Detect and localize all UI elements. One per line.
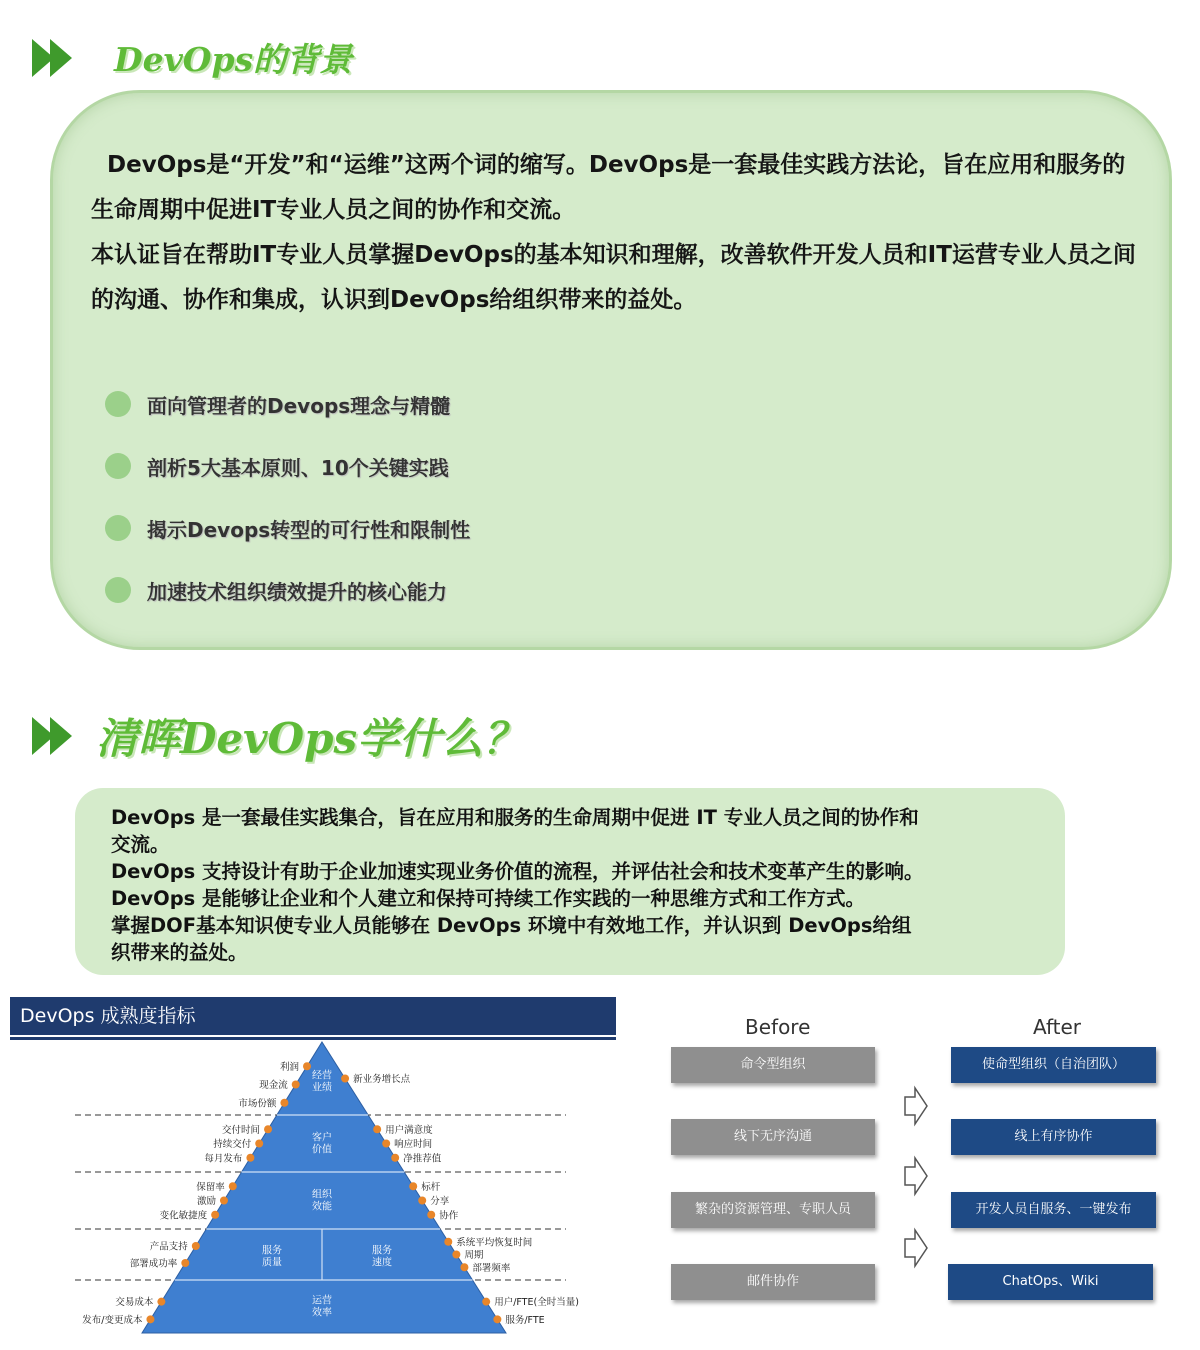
bullet-dot-icon — [105, 391, 131, 417]
double-chevron-icon — [32, 717, 68, 755]
metric-dot — [341, 1075, 349, 1083]
metric-dot — [391, 1154, 399, 1162]
before-item: 线下无序沟通 — [671, 1119, 875, 1155]
layer-center-label: 经营 — [312, 1070, 332, 1082]
metric-label: 激励 — [196, 1196, 216, 1207]
bullet-text: 揭示Devops转型的可行性和限制性 — [147, 517, 471, 542]
metric-label: 周期 — [464, 1250, 484, 1261]
bullet-item — [105, 559, 470, 621]
metric-label: 协作 — [439, 1210, 459, 1222]
learning-line: DevOps 支持设计有助于企业加速实现业务价值的流程，并评估社会和技术变革产生的影响。 — [111, 860, 924, 883]
double-chevron-icon — [32, 39, 68, 77]
metric-dot — [292, 1081, 300, 1089]
metric-dot — [409, 1182, 417, 1190]
metric-label: 用户/FTE(全时当量) — [494, 1297, 579, 1309]
metric-dot — [418, 1197, 426, 1205]
metric-dot — [246, 1154, 254, 1162]
layer-center-label: 效率 — [312, 1307, 332, 1319]
right-arrow-icon — [903, 1085, 929, 1127]
metric-dot — [181, 1259, 189, 1267]
background-panel — [50, 90, 1172, 650]
layer-center-label: 速度 — [372, 1257, 392, 1269]
layer-center-label: 服务 — [372, 1245, 392, 1257]
metric-label: 新业务增长点 — [353, 1074, 411, 1085]
bullet-dot-icon — [105, 453, 131, 479]
learning-line: DevOps 是能够让企业和个人建立和保持可持续工作实践的一种思维方式和工作方式。 — [111, 887, 866, 910]
layer-center-label: 服务 — [262, 1245, 282, 1257]
metric-dot — [382, 1140, 390, 1148]
metric-label: 市场份额 — [238, 1098, 277, 1110]
metric-label: 分享 — [430, 1196, 450, 1207]
before-item: 命令型组织 — [671, 1047, 875, 1083]
learning-line: 交流。 — [111, 833, 170, 856]
layer-center-label: 组织 — [312, 1189, 332, 1201]
learning-line: 掌握DOF基本知识使专业人员能够在 DevOps 环境中有效地工作，并认识到 DevOps给组 — [111, 914, 912, 937]
intro-text — [91, 143, 1141, 323]
section1-title: DevOps的背景 — [114, 40, 353, 79]
maturity-diagram — [10, 997, 616, 1337]
metric-label: 现金流 — [259, 1080, 288, 1091]
after-item: ChatOps、Wiki — [948, 1264, 1153, 1300]
after-item: 开发人员自服务、一键发布 — [951, 1192, 1156, 1228]
intro-paragraph-2: 本认证旨在帮助IT专业人员掌握DevOps的基本知识和理解，改善软件开发人员和IT运营专业人员之间的沟通、协作和集成，认识到DevOps给组织带来的益处。 — [91, 242, 1136, 313]
metric-dot — [373, 1125, 381, 1133]
before-item: 繁杂的资源管理、专职人员 — [671, 1192, 875, 1228]
metric-dot — [482, 1298, 490, 1306]
learning-panel — [75, 788, 1065, 975]
metric-dot — [229, 1182, 237, 1190]
bullet-item — [105, 435, 470, 497]
maturity-pyramid — [10, 997, 616, 1337]
intro-paragraph-1: DevOps是“开发”和“运维”这两个词的缩写。DevOps是一套最佳实践方法论，旨在应用和服务的生命周期中促进IT专业人员之间的协作和交流。 — [91, 152, 1126, 223]
metric-label: 变化敏捷度 — [159, 1210, 208, 1222]
metric-label: 部署频率 — [472, 1262, 511, 1274]
metric-label: 保留率 — [196, 1181, 225, 1193]
metric-label: 标杆 — [421, 1181, 441, 1193]
bullet-item — [105, 373, 470, 435]
layer-center-label: 效能 — [312, 1201, 332, 1213]
metric-dot — [493, 1315, 501, 1323]
maturity-title: DevOps 成熟度指标 — [10, 997, 616, 1035]
layer-center-label: 业绩 — [312, 1082, 332, 1094]
metric-dot — [280, 1099, 288, 1107]
section1-header — [32, 34, 352, 81]
layer-center-label: 价值 — [312, 1144, 332, 1156]
learning-line: 织带来的益处。 — [111, 941, 248, 964]
section2-header — [32, 706, 525, 766]
before-title: Before — [745, 1015, 811, 1039]
after-item: 线上有序协作 — [951, 1119, 1156, 1155]
metric-label: 持续交付 — [213, 1139, 252, 1150]
metric-label: 交付时间 — [222, 1124, 261, 1136]
metric-dot — [264, 1125, 272, 1133]
section2-title: 清晖DevOps学什么？ — [96, 714, 526, 763]
metric-label: 系统平均恢复时间 — [456, 1237, 533, 1249]
bullet-text: 剖析5大基本原则、10个关键实践 — [147, 455, 449, 480]
metric-dot — [427, 1211, 435, 1219]
before-after-diagram — [660, 1005, 1180, 1335]
metric-label: 利润 — [279, 1061, 299, 1073]
metric-label: 净推荐值 — [403, 1153, 442, 1165]
bullet-item — [105, 497, 470, 559]
bullet-dot-icon — [105, 515, 131, 541]
metric-label: 响应时间 — [394, 1139, 433, 1150]
right-arrow-icon — [903, 1155, 929, 1197]
metric-dot — [211, 1211, 219, 1219]
metric-label: 产品支持 — [149, 1241, 188, 1253]
bullet-list — [105, 373, 470, 621]
after-title: After — [1033, 1015, 1082, 1039]
bullet-text: 面向管理者的Devops理念与精髓 — [147, 393, 451, 418]
metric-dot — [460, 1263, 468, 1271]
metric-label: 部署成功率 — [129, 1258, 178, 1270]
metric-dot — [146, 1315, 154, 1323]
after-item: 使命型组织（自治团队） — [951, 1047, 1156, 1083]
metric-dot — [192, 1242, 200, 1250]
metric-label: 用户满意度 — [385, 1124, 433, 1136]
metric-dot — [452, 1251, 460, 1259]
layer-center-label: 运营 — [312, 1295, 332, 1307]
metric-label: 服务/FTE — [505, 1314, 545, 1326]
bullet-text: 加速技术组织绩效提升的核心能力 — [147, 579, 447, 604]
metric-dot — [220, 1197, 228, 1205]
metric-label: 交易成本 — [115, 1297, 154, 1309]
layer-center-label: 质量 — [262, 1257, 282, 1269]
bullet-dot-icon — [105, 577, 131, 603]
metric-dot — [255, 1140, 263, 1148]
metric-dot — [157, 1298, 165, 1306]
layer-center-label: 客户 — [312, 1132, 332, 1144]
before-item: 邮件协作 — [671, 1264, 875, 1300]
metric-dot — [444, 1238, 452, 1246]
metric-dot — [303, 1062, 311, 1070]
metric-label: 发布/变更成本 — [82, 1314, 143, 1326]
learning-line: DevOps 是一套最佳实践集合，旨在应用和服务的生命周期中促进 IT 专业人员之间的协作和 — [111, 806, 919, 829]
right-arrow-icon — [903, 1227, 929, 1269]
metric-label: 每月发布 — [204, 1153, 243, 1165]
